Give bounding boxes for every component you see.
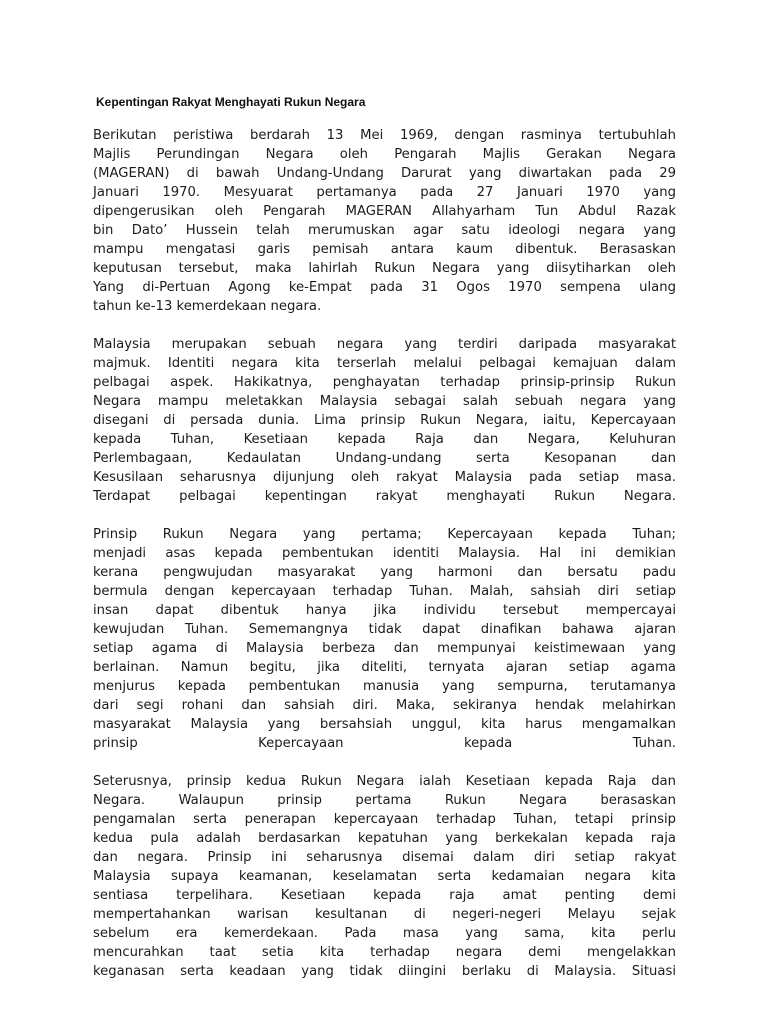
paragraph-4 xyxy=(93,772,676,981)
paragraph-line: dan negara. Prinsip ini seharusnya disemai dalam diri setiap rakyat xyxy=(93,850,676,865)
paragraph-line: mempertahankan warisan kesultanan di negeri-negeri Melayu sejak xyxy=(93,907,676,922)
paragraph-line: berlainan. Namun begitu, jika diteliti, ternyata ajaran setiap agama xyxy=(93,660,676,675)
paragraph-line: keganasan serta keadaan yang tidak diingini berlaku di Malaysia. Situasi xyxy=(93,964,676,979)
paragraph-line: Malaysia merupakan sebuah negara yang terdiri daripada masyarakat xyxy=(93,337,676,352)
paragraph-line: insan dapat dibentuk hanya jika individu tersebut mempercayai xyxy=(93,603,676,618)
paragraph-line: menjadi asas kepada pembentukan identiti Malaysia. Hal ini demikian xyxy=(93,546,676,561)
paragraph-line: prinsip Kepercayaan kepada Tuhan. xyxy=(93,736,676,751)
paragraph-line: dari segi rohani dan sahsiah diri. Maka, sekiranya hendak melahirkan xyxy=(93,698,676,713)
paragraph-2 xyxy=(93,335,676,506)
paragraph-line: Malaysia supaya keamanan, keselamatan serta kedamaian negara kita xyxy=(93,869,676,884)
paragraph-line: masyarakat Malaysia yang bersahsiah unggul, kita harus mengamalkan xyxy=(93,717,676,732)
paragraph-line: sebelum era kemerdekaan. Pada masa yang sama, kita perlu xyxy=(93,926,676,941)
paragraph-line: menjurus kepada pembentukan manusia yang sempurna, terutamanya xyxy=(93,679,676,694)
paragraph-line: pengamalan serta penerapan kepercayaan terhadap Tuhan, tetapi prinsip xyxy=(93,812,676,827)
paragraph-line: majmuk. Identiti negara kita terserlah melalui pelbagai kemajuan dalam xyxy=(93,356,676,371)
paragraph-line: bermula dengan kepercayaan terhadap Tuhan. Malah, sahsiah diri setiap xyxy=(93,584,676,599)
paragraph-line: Terdapat pelbagai kepentingan rakyat menghayati Rukun Negara. xyxy=(93,489,676,504)
paragraph-line: Perlembagaan, Kedaulatan Undang-undang serta Kesopanan dan xyxy=(93,451,676,466)
paragraph-line: disegani di persada dunia. Lima prinsip Rukun Negara, iaitu, Kepercayaan xyxy=(93,413,676,428)
paragraph-line: sentiasa terpelihara. Kesetiaan kepada raja amat penting demi xyxy=(93,888,676,903)
paragraph-line: Negara mampu meletakkan Malaysia sebagai salah sebuah negara yang xyxy=(93,394,676,409)
paragraph-line: Januari 1970. Mesyuarat pertamanya pada 27 Januari 1970 yang xyxy=(93,185,676,200)
paragraph-line: Seterusnya, prinsip kedua Rukun Negara ialah Kesetiaan kepada Raja dan xyxy=(93,774,676,789)
paragraph-line: Negara. Walaupun prinsip pertama Rukun Negara berasaskan xyxy=(93,793,676,808)
paragraph-line: mencurahkan taat setia kita terhadap negara demi mengelakkan xyxy=(93,945,676,960)
paragraph-line: Kesusilaan seharusnya dijunjung oleh rakyat Malaysia pada setiap masa. xyxy=(93,470,676,485)
paragraph-line: tahun ke-13 kemerdekaan negara. xyxy=(93,299,322,314)
paragraph-line: setiap agama di Malaysia berbeza dan mempunyai keistimewaan yang xyxy=(93,641,676,656)
paragraph-line: Majlis Perundingan Negara oleh Pengarah Majlis Gerakan Negara xyxy=(93,147,676,162)
paragraph-3 xyxy=(93,525,676,753)
paragraph-line: Prinsip Rukun Negara yang pertama; Kepercayaan kepada Tuhan; xyxy=(93,527,676,542)
paragraph-line: kedua pula adalah berdasarkan kepatuhan yang berkekalan kepada raja xyxy=(93,831,676,846)
paragraph-line: Berikutan peristiwa berdarah 13 Mei 1969, dengan rasminya tertubuhlah xyxy=(93,128,676,143)
paragraph-1 xyxy=(93,126,676,316)
paragraph-line: kewujudan Tuhan. Sememangnya tidak dapat dinafikan bahawa ajaran xyxy=(93,622,676,637)
paragraph-line: dipengerusikan oleh Pengarah MAGERAN Allahyarham Tun Abdul Razak xyxy=(93,204,676,219)
paragraph-line: kerana pengwujudan masyarakat yang harmoni dan bersatu padu xyxy=(93,565,676,580)
paragraph-line: keputusan tersebut, maka lahirlah Rukun Negara yang diisytiharkan oleh xyxy=(93,261,676,276)
paragraph-line: pelbagai aspek. Hakikatnya, penghayatan terhadap prinsip-prinsip Rukun xyxy=(93,375,676,390)
paragraph-line: (MAGERAN) di bawah Undang-Undang Darurat yang diwartakan pada 29 xyxy=(93,166,676,181)
document-title: Kepentingan Rakyat Menghayati Rukun Negara xyxy=(96,95,366,109)
paragraph-line: bin Dato’ Hussein telah merumuskan agar satu ideologi negara yang xyxy=(93,223,676,238)
paragraph-line: mampu mengatasi garis pemisah antara kaum dibentuk. Berasaskan xyxy=(93,242,676,257)
paragraph-line: kepada Tuhan, Kesetiaan kepada Raja dan Negara, Keluhuran xyxy=(93,432,676,447)
paragraph-line: Yang di-Pertuan Agong ke-Empat pada 31 Ogos 1970 sempena ulang xyxy=(93,280,676,295)
